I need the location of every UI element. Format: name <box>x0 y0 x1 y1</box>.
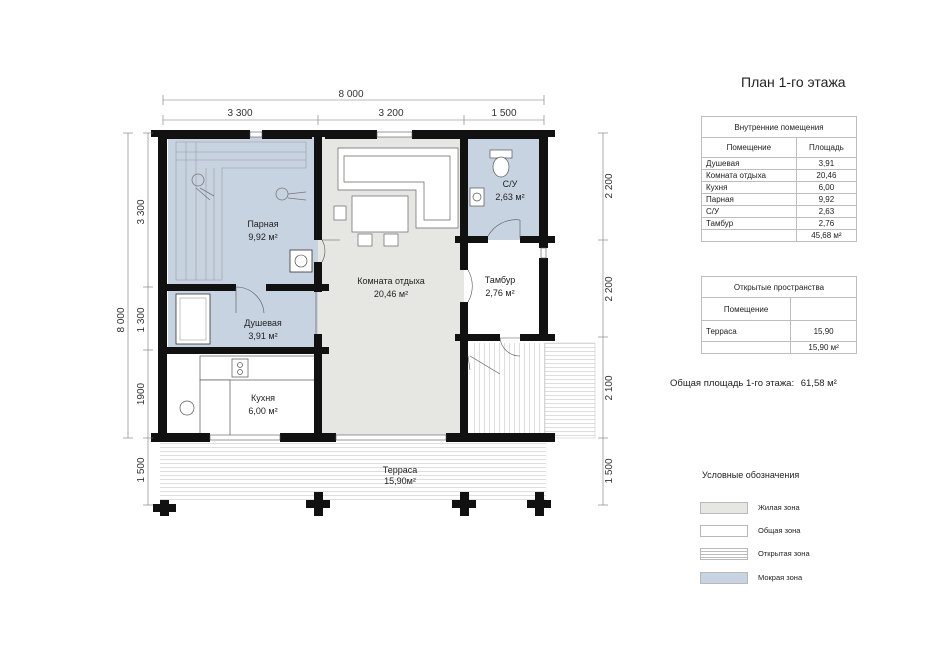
interior-table-title: Внутренние помещения <box>702 117 857 138</box>
dim-right-2: 2 200 <box>604 276 615 302</box>
table-row <box>702 182 857 194</box>
row-room: Кухня <box>702 182 797 194</box>
total-area <box>670 378 837 389</box>
row-area: 3,91 <box>796 158 856 170</box>
legend-label: Общая зона <box>758 526 801 535</box>
room-kitchen-name: Кухня <box>250 393 276 403</box>
row-area: 6,00 <box>796 182 856 194</box>
row-area: 9,92 <box>796 194 856 206</box>
room-steam-area: 9,92 м² <box>248 232 278 242</box>
plan-title: План 1-го этажа <box>741 74 846 90</box>
legend-swatch-open <box>700 548 748 560</box>
legend-item-common <box>700 525 860 539</box>
total-area-label: Общая площадь 1-го этажа: <box>670 378 795 389</box>
room-vestibule-area: 2,76 м² <box>485 288 515 298</box>
dim-left-total: 8 000 <box>116 307 127 333</box>
open-col-room: Помещение <box>702 298 791 321</box>
legend-title: Условные обозначения <box>702 470 800 480</box>
row-room: С/У <box>702 206 797 218</box>
room-living-name: Комната отдыха <box>357 276 425 286</box>
dim-right-1: 2 200 <box>604 173 615 199</box>
legend-item-wet <box>700 572 860 586</box>
dim-left-2: 1 300 <box>136 307 147 333</box>
legend-swatch-living <box>700 502 748 514</box>
dim-left-4: 1 500 <box>136 457 147 483</box>
legend-item-living <box>700 502 860 516</box>
row-room: Душевая <box>702 158 797 170</box>
dim-right-3: 2 100 <box>604 375 615 401</box>
interior-col-room: Помещение <box>702 138 797 158</box>
dim-top-3: 1 500 <box>491 108 517 119</box>
room-wc-area: 2,63 м² <box>495 192 525 202</box>
dim-top-2: 3 200 <box>378 108 404 119</box>
room-shower-name: Душевая <box>244 318 282 328</box>
legend-label: Жилая зона <box>758 503 800 512</box>
legend-swatch-wet <box>700 572 748 584</box>
dim-top-total: 8 000 <box>338 89 364 100</box>
room-kitchen-area: 6,00 м² <box>248 406 278 416</box>
room-terrace-area: 15,90м² <box>384 476 416 486</box>
legend-label: Мокрая зона <box>758 573 803 582</box>
open-col-blank <box>791 298 857 321</box>
sink-icon <box>470 188 484 206</box>
row-area: 2,76 <box>796 218 856 230</box>
porch-fill <box>470 343 545 438</box>
dim-right-4: 1 500 <box>604 458 615 484</box>
dim-left-3: 1900 <box>136 382 147 406</box>
table-row <box>702 206 857 218</box>
row-room: Тамбур <box>702 218 797 230</box>
room-shower-area: 3,91 м² <box>248 331 278 341</box>
table-row <box>702 158 857 170</box>
row-area: 2,63 <box>796 206 856 218</box>
row-room: Парная <box>702 194 797 206</box>
room-steam-name: Парная <box>247 219 279 229</box>
legend-swatch-common <box>700 525 748 537</box>
table-row <box>702 194 857 206</box>
open-total-blank <box>702 342 791 354</box>
row-area: 20,46 <box>796 170 856 182</box>
room-vestibule-name: Тамбур <box>484 275 516 285</box>
legend-item-open <box>700 548 860 562</box>
interior-rooms-table <box>701 116 857 242</box>
table-row <box>702 218 857 230</box>
steps-fill <box>545 343 595 438</box>
row-room: Комната отдыха <box>702 170 797 182</box>
interior-total: 45,68 м² <box>796 230 856 242</box>
dim-left-1: 3 300 <box>136 199 147 225</box>
interior-col-area: Площадь <box>796 138 856 158</box>
row-room: Терраса <box>702 321 791 342</box>
dim-top-1: 3 300 <box>227 108 253 119</box>
room-terrace-name: Терраса <box>382 465 418 475</box>
table-row <box>702 321 857 342</box>
shower-tray-icon <box>176 294 210 344</box>
open-total: 15,90 м² <box>791 342 857 354</box>
open-spaces-table <box>701 276 857 354</box>
total-area-value: 61,58 м² <box>800 378 837 389</box>
room-wc-name: С/У <box>502 179 518 189</box>
legend-label: Открытая зона <box>758 549 810 558</box>
terrace-fill <box>160 438 546 502</box>
row-area: 15,90 <box>791 321 857 342</box>
kitchen-counter <box>180 356 316 438</box>
table-row <box>702 170 857 182</box>
stove-icon <box>290 250 312 272</box>
room-living-area: 20,46 м² <box>373 289 409 299</box>
interior-total-blank <box>702 230 797 242</box>
open-table-title: Открытые пространства <box>702 277 857 298</box>
